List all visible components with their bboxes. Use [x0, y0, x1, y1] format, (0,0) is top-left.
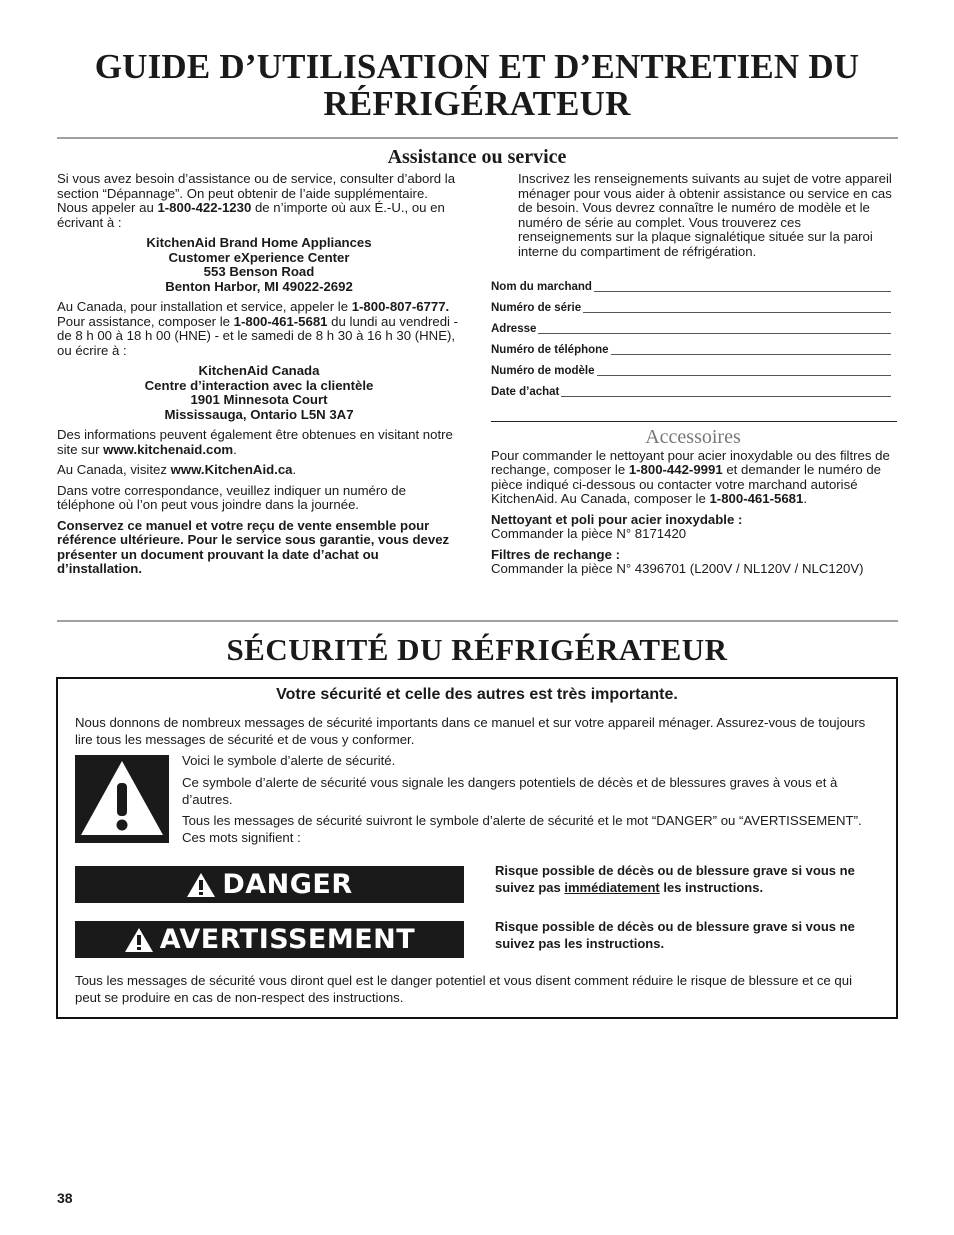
safety-intro: Nous donnons de nombreux messages de sécurité importants dans ce manuel et sur votre appareil ménager. Assurez-vous de toujours lire tous les messages de sécurité et de vous y conformer.: [75, 715, 866, 747]
accessories-phone: 1-800-442-9991: [628, 462, 723, 477]
canada-address: KitchenAid Canada Centre d’interaction avec la clientèle 1901 Minnesota Court Mississauga, Ontario L5N 3A7: [144, 363, 374, 422]
form-field-serial[interactable]: Numéro de série: [491, 294, 891, 315]
record-form: [491, 273, 891, 399]
safety-title: SÉCURITÉ DU RÉFRIGÉRATEUR: [226, 632, 728, 667]
us-address: KitchenAid Brand Home Appliances Customer eXperience Center 553 Benson Road Benton Harbor, MI 49022-2692: [146, 235, 372, 294]
safety-alert-symbol: [75, 755, 169, 843]
record-info-intro: Inscrivez les renseignements suivants au sujet de votre appareil ménager pour vous aider à obtenir assistance ou service en cas de besoin. Vous devrez connaître le numéro de modèle et le numéro de série au complet. Vous trouverez ces renseignements sur la plaque signalétique située sur la paroi interne du compartiment de réfrigération.: [518, 171, 892, 259]
accessory-cleaner: Nettoyant et poli pour acier inoxydable : Commander la pièce N° 8171420: [491, 511, 743, 541]
assistance-left-column: [57, 172, 461, 583]
accessories-heading: Accessoires: [645, 426, 741, 448]
canada-install-phone: 1-800-807-6777.: [351, 299, 450, 314]
form-field-dealer[interactable]: Nom du marchand: [491, 273, 891, 294]
safety-closing: Tous les messages de sécurité vous diront quel est le danger potentiel et vous disent comment réduire le risque de blessure et ce qui peut se produire en cas de non-respect des instructions.: [75, 973, 853, 1005]
form-field-model[interactable]: Numéro de modèle: [491, 357, 891, 378]
page-title-line1: GUIDE D’UTILISATION ET D’ENTRETIEN DU: [94, 47, 860, 86]
accessories-canada-phone: 1-800-461-5681: [709, 491, 804, 506]
accessories-divider: [491, 421, 897, 422]
warning-description: Risque possible de décès ou de blessure grave si vous ne suivez pas les instructions.: [495, 919, 855, 951]
form-field-address[interactable]: Adresse: [491, 315, 891, 336]
warning-alert-icon: [124, 927, 154, 953]
assistance-right-column: [491, 172, 895, 583]
form-field-purchase-date[interactable]: Date d’achat: [491, 378, 891, 399]
danger-alert-icon: [186, 872, 216, 898]
warning-label: AVERTISSEMENT: [75, 921, 464, 958]
safety-box-heading: Votre sécurité et celle des autres est très importante.: [276, 686, 678, 703]
symbol-line-2: Ce symbole d’alerte de sécurité vous signale les dangers potentiels de décès et de blessures graves à vous et à d’autres.: [182, 775, 838, 807]
page-title: [57, 48, 897, 122]
canada-assist-phone: 1-800-461-5681: [233, 313, 328, 329]
website-link[interactable]: www.kitchenaid.com: [103, 441, 234, 457]
safety-rule: [57, 620, 898, 622]
danger-description: Risque possible de décès ou de blessure grave si vous ne suivez pas immédiatement les instructions.: [495, 863, 855, 895]
assistance-heading: Assistance ou service: [387, 146, 567, 168]
website-text: Des informations peuvent également être obtenues en visitant notre site sur www.kitchenaid.com.: [57, 427, 453, 457]
warning-triangle-icon: [75, 755, 169, 843]
canada-service-text: Au Canada, pour installation et service, appeler le 1-800-807-6777. Pour assistance, composer le 1-800-461-5681 du lundi au vendredi - de 8 h 00 à 18 h 00 (HNE) - et le samedi de 8 h 30 à 16 h 30 (HNE), ou écrire à :: [57, 299, 459, 358]
symbol-line-3: Tous les messages de sécurité suivront le symbole d’alerte de sécurité et le mot “DANGER” ou “AVERTISSEMENT”. Ces mots signifient :: [182, 813, 862, 845]
canada-website-text: Au Canada, visitez www.KitchenAid.ca.: [57, 462, 297, 477]
title-rule: [57, 137, 898, 139]
assistance-intro: Si vous avez besoin d’assistance ou de service, consulter d’abord la section “Dépannage”. On peut obtenir de l’aide supplémentaire. Nous appeler au 1-800-422-1230 de n’importe où aux É.-U., ou en écrivant à :: [57, 171, 456, 230]
symbol-line-1: Voici le symbole d’alerte de sécurité.: [182, 753, 396, 768]
page-title-line2: RÉFRIGÉRATEUR: [323, 84, 631, 123]
accessories-intro: Pour commander le nettoyant pour acier inoxydable ou des filtres de rechange, composer le 1-800-442-9991 et demander le numéro de pièce indiqué ci-dessous ou contacter votre marchand autorisé KitchenAid. Au Canada, composer le 1-800-461-5681.: [491, 447, 890, 506]
correspondence-text: Dans votre correspondance, veuillez indiquer un numéro de téléphone où l’on peut vous joindre dans la journée.: [57, 482, 406, 512]
us-phone: 1-800-422-1230: [157, 200, 252, 215]
form-field-phone[interactable]: Numéro de téléphone: [491, 336, 891, 357]
page-number: 38: [57, 1190, 73, 1206]
keep-manual-text: Conservez ce manuel et votre reçu de vente ensemble pour référence ultérieure. Pour le service sous garantie, vous devez présenter un document prouvant la date d’achat ou d’installation.: [57, 517, 450, 576]
accessory-filters: Filtres de rechange : Commander la pièce N° 4396701 (L200V / NL120V / NLC120V): [491, 546, 864, 576]
canada-website-link[interactable]: www.KitchenAid.ca: [170, 462, 293, 477]
danger-label: DANGER: [75, 866, 464, 903]
